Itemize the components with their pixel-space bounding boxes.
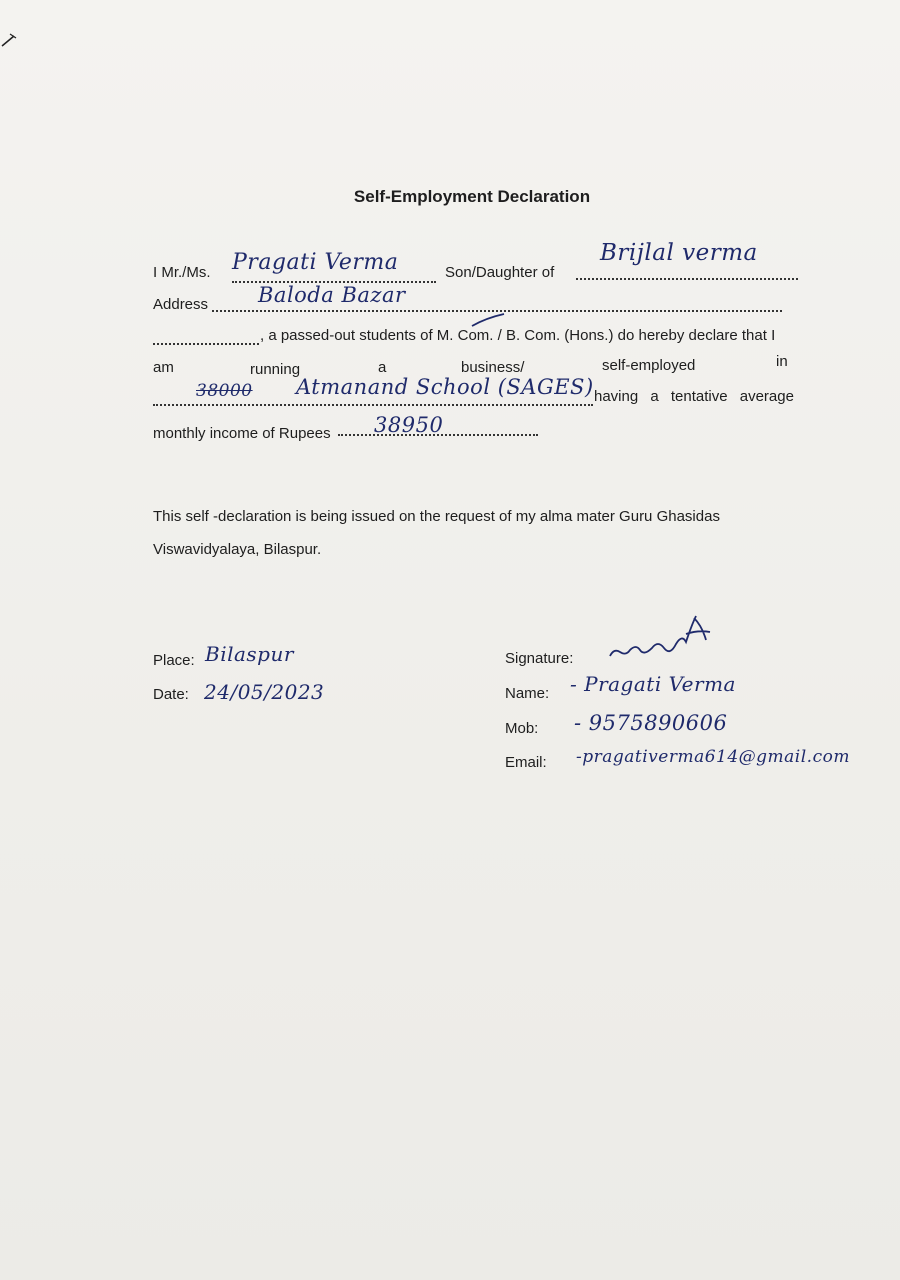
signature-label: Signature: xyxy=(505,650,574,667)
date-label: Date: xyxy=(153,686,189,703)
document-title: Self-Employment Declaration xyxy=(353,187,591,206)
email-label: Email: xyxy=(505,754,547,771)
line3-dotted-lead xyxy=(153,343,259,345)
income-handwritten-value: 38950 xyxy=(374,413,444,437)
parent-handwritten-value: Brijlal verma xyxy=(600,240,758,266)
address-label: Address xyxy=(153,296,209,313)
statement-line-1: This self -declaration is being issued on the request of my alma mater Guru Ghasidas xyxy=(153,508,720,525)
line4-word-am: am xyxy=(153,359,174,376)
income-label: monthly income of Rupees xyxy=(153,425,331,442)
line4-word-in: in xyxy=(776,353,788,370)
place-label: Place: xyxy=(153,652,195,669)
parent-dotted-line xyxy=(576,278,798,280)
line4-word-business: business/ xyxy=(461,359,525,376)
business-handwritten-value: Atmanand School (SAGES) xyxy=(296,375,594,399)
corner-mark xyxy=(0,30,22,52)
name-prefix-label: I Mr./Ms. xyxy=(153,264,211,281)
declaration-line: , a passed-out students of M. Com. / B. Com. (Hons.) do hereby declare that I xyxy=(260,327,776,344)
com-tick-mark xyxy=(468,312,508,332)
mob-value: - 9575890606 xyxy=(574,711,728,735)
place-handwritten-value: Bilaspur xyxy=(205,642,294,666)
date-handwritten-value: 24/05/2023 xyxy=(204,680,325,704)
name-label: Name: xyxy=(505,685,550,702)
email-value: -pragativerma614@gmail.com xyxy=(576,747,850,767)
line4-word-a: a xyxy=(378,359,387,376)
line5-suffix: having a tentative average xyxy=(594,388,794,405)
address-handwritten-value: Baloda Bazar xyxy=(258,283,406,307)
business-dotted-line xyxy=(153,404,593,406)
footer-name-value: - Pragati Verma xyxy=(570,672,736,696)
line4-word-self-employed: self-employed xyxy=(602,357,696,374)
mob-label: Mob: xyxy=(505,720,539,737)
relation-label: Son/Daughter of xyxy=(445,264,555,281)
line4-word-running: running xyxy=(250,361,301,378)
name-handwritten-value: Pragati Verma xyxy=(232,250,399,275)
handwritten-signature xyxy=(606,604,716,664)
statement-line-2: Viswavidyalaya, Bilaspur. xyxy=(153,541,322,558)
struck-value: 38000 xyxy=(196,381,253,401)
